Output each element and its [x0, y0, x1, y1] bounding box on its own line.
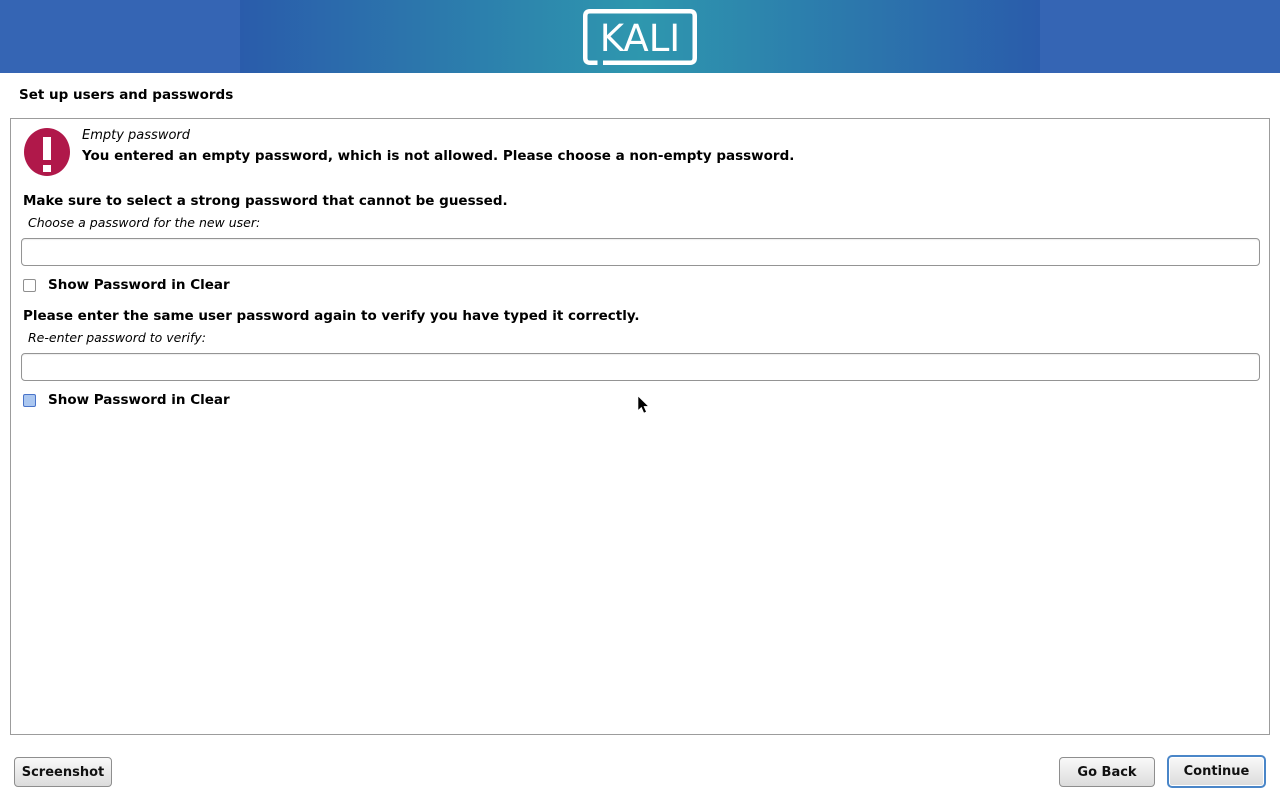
show-password-label-2: Show Password in Clear [48, 392, 230, 408]
show-password-checkbox-2[interactable] [23, 394, 36, 407]
show-password-checkbox-row-1[interactable] [23, 277, 230, 293]
page-title: Set up users and passwords [19, 87, 234, 103]
alert-title: Empty password [82, 128, 190, 143]
password-input[interactable] [21, 238, 1260, 266]
verify-password-input[interactable] [21, 353, 1260, 381]
alert-message: You entered an empty password, which is not allowed. Please choose a non-empty password. [82, 148, 795, 164]
screenshot-button[interactable]: Screenshot [14, 757, 112, 787]
banner-left-strip [0, 0, 240, 73]
go-back-button[interactable]: Go Back [1059, 757, 1155, 787]
banner-right-strip [1040, 0, 1280, 73]
content-panel [10, 118, 1270, 735]
strong-password-note: Make sure to select a strong password that cannot be guessed. [23, 193, 508, 209]
installer-banner [0, 0, 1280, 73]
show-password-label-1: Show Password in Clear [48, 277, 230, 293]
show-password-checkbox-row-2[interactable] [23, 392, 230, 408]
verify-field-label: Re-enter password to verify: [28, 330, 206, 345]
show-password-checkbox-1[interactable] [23, 279, 36, 292]
kali-logo-icon [583, 9, 697, 65]
error-exclamation-icon [24, 128, 70, 176]
verify-password-note: Please enter the same user password again to verify you have typed it correctly. [23, 308, 640, 324]
continue-button[interactable]: Continue [1167, 755, 1266, 788]
kali-logo-text: KALI [599, 17, 681, 60]
password-field-label: Choose a password for the new user: [28, 215, 261, 230]
